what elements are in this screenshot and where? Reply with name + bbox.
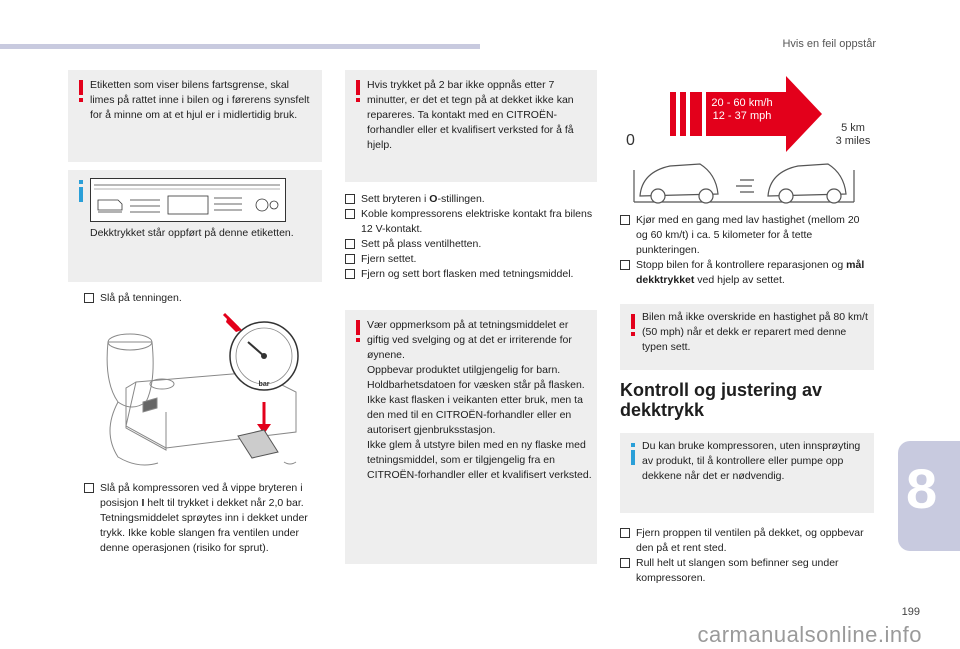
step-remove: Fjern settet. xyxy=(345,252,597,267)
speed-range-label: 20 - 60 km/h 12 - 37 mph xyxy=(711,97,773,122)
step-ignition: Slå på tenningen. xyxy=(84,291,324,306)
warning-sealant-text: Vær oppmerksom på at tetningsmiddelet er giftig ved svelging og at det er irriterende for øynene. Oppbevar produktet utilgjengelig for barn. Holdbarhetsdatoen for væsken står på flasken. Ikke kast flasken i veikanten etter bruk, men ta den med til en CITROËN-forhandler eller en autorisert gjenbruksstasjon. Ikke glem å utstyre bilen med en ny flaske med tetningsmiddel, som er tilgjengelig fra en CITROËN-forhandler eller et kvalifisert verksted. xyxy=(367,319,592,481)
info-label-text: Dekktrykket står oppført på denne etiketten. xyxy=(90,227,294,239)
steps-drive xyxy=(620,213,874,288)
step-stop: Stopp bilen for å kontrollere reparasjonen og mål dekktrykket ved hjelp av settet. xyxy=(620,258,874,288)
step-unplug: Koble kompressorens elektriske kontakt fra bilens 12 V-kontakt. xyxy=(345,207,597,237)
step-switch: Sett bryteren i O-stillingen. xyxy=(345,192,597,207)
step-cap: Sett på plass ventilhetten. xyxy=(345,237,597,252)
step-valve: Fjern proppen til ventilen på dekket, og oppbevar den på et rent sted. xyxy=(620,526,874,556)
warning-icon xyxy=(78,80,84,102)
warning-box-pressure xyxy=(345,70,597,182)
warning-box-sealant xyxy=(345,310,597,564)
top-rule xyxy=(0,44,480,49)
tire-pressure-label-image xyxy=(90,178,286,222)
warning-speed-text: Bilen må ikke overskride en hastighet på 80 km/t (50 mph) når et dekk er reparert med denne typen sett. xyxy=(642,311,868,353)
info-icon xyxy=(78,180,84,202)
info-icon xyxy=(630,443,636,465)
step-drive: Kjør med en gang med lav hastighet (mellom 20 og 60 km/t) i ca. 5 kilometer for å tette punkteringen. xyxy=(620,213,874,258)
steps-check xyxy=(620,526,874,586)
step-hose: Rull helt ut slangen som befinner seg under kompressoren. xyxy=(620,556,874,586)
warning-icon xyxy=(355,320,361,342)
checkbox-bullet-icon xyxy=(620,558,630,568)
warning-icon xyxy=(630,314,636,336)
page-number: 199 xyxy=(901,606,920,618)
checkbox-bullet-icon xyxy=(620,260,630,270)
checkbox-bullet-icon xyxy=(345,239,355,249)
start-zero-label: 0 xyxy=(626,132,635,149)
chapter-number: 8 xyxy=(906,457,938,520)
checkbox-bullet-icon xyxy=(620,528,630,538)
distance-label: 5 km 3 miles xyxy=(835,122,871,147)
step-bottle: Fjern og sett bort flasken med tetningsmiddel. xyxy=(345,267,597,282)
info-box-label xyxy=(68,170,322,282)
warning-pressure-text: Hvis trykket på 2 bar ikke oppnås etter 7 minutter, er det et tegn på at dekket ikke kan repareres. Ta kontakt med en CITROËN-forhandler eller et kvalifisert verksted for å få hjelp. xyxy=(367,79,574,151)
checkbox-bullet-icon xyxy=(345,194,355,204)
warning-icon xyxy=(355,80,361,102)
section-title: Hvis en feil oppstår xyxy=(782,38,876,50)
warning-box-speed xyxy=(620,304,874,370)
checkbox-bullet-icon xyxy=(345,254,355,264)
checkbox-bullet-icon xyxy=(84,483,94,493)
info-box-compressor xyxy=(620,433,874,513)
warning-label-text: Etiketten som viser bilens fartsgrense, skal limes på rattet inne i bilen og i førerens synsfelt for å minne om at et hjul er i midlertidig bruk. xyxy=(90,79,310,121)
watermark: carmanualsonline.info xyxy=(697,622,922,647)
warning-box-label xyxy=(68,70,322,162)
step-compressor: Slå på kompressoren ved å vippe bryteren i posisjon I helt til trykket i dekket når 2,0 bar. Tetningsmiddelet sprøytes inn i dekket under trykk. Ikke koble slangen fra ventilen under denne operasjonen (risiko for sprut). xyxy=(84,481,324,556)
compressor-illustration xyxy=(88,312,318,472)
checkbox-bullet-icon xyxy=(345,269,355,279)
checkbox-bullet-icon xyxy=(84,293,94,303)
checkbox-bullet-icon xyxy=(345,209,355,219)
info-compressor-text: Du kan bruke kompressoren, uten innsprøyting av produkt, til å kontrollere eller pumpe opp dekkene når det er nødvendig. xyxy=(642,440,861,482)
steps-after-inflation xyxy=(345,192,597,282)
section-heading: Kontroll og justering av dekktrykk xyxy=(620,380,823,420)
gauge-unit: bar xyxy=(258,381,270,388)
checkbox-bullet-icon xyxy=(620,215,630,225)
